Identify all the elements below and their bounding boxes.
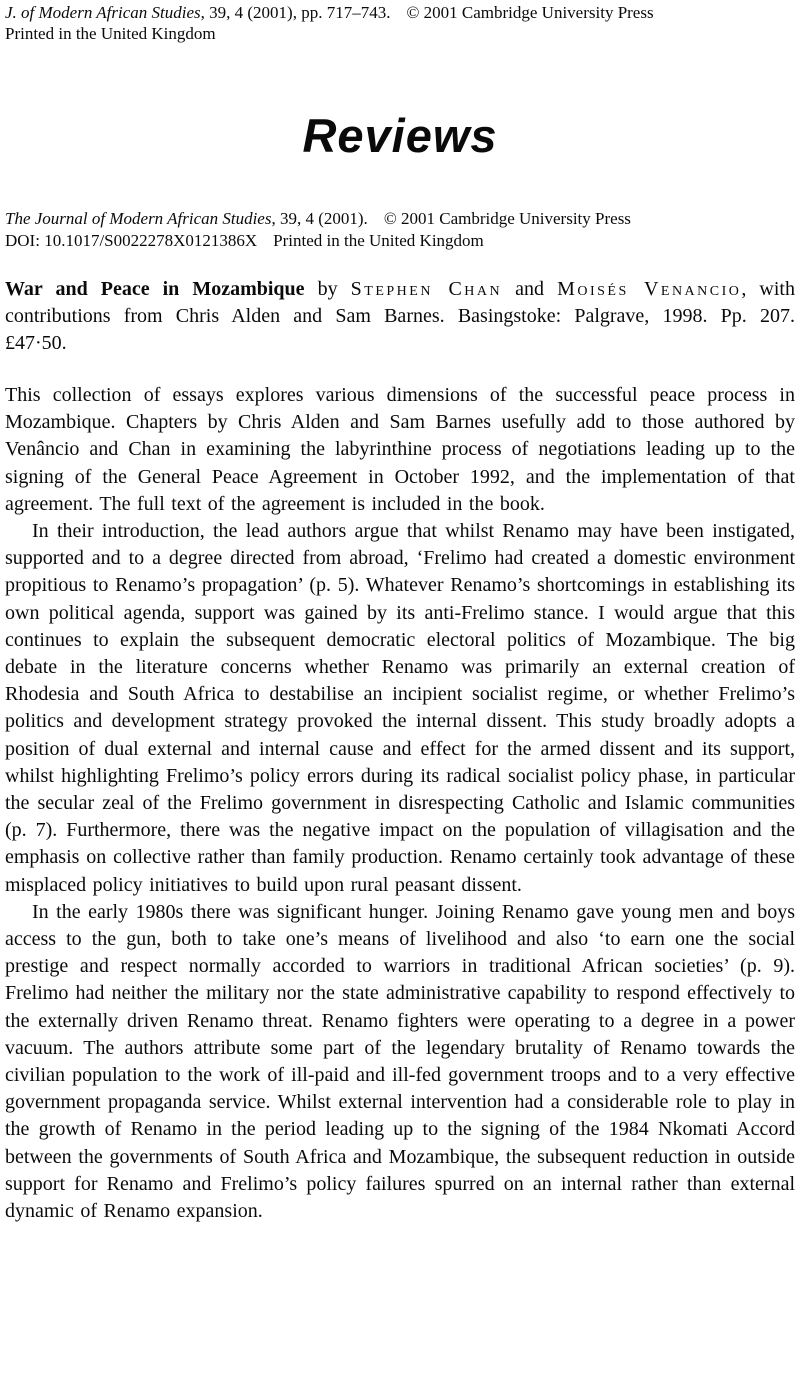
heading-tail: , with contributions from Chris Alden and Sam Barnes. Basingstoke: Palgrave, 1998. Pp. 207. £47·50.	[5, 278, 795, 354]
running-header-issue-info: , 39, 4 (2001), pp. 717–743.	[200, 3, 391, 22]
imprint-doi: DOI: 10.1017/S0022278X0121386X	[5, 231, 258, 250]
author-name-1: Stephen Chan	[350, 278, 503, 300]
heading-by: by	[304, 278, 351, 300]
review-paragraph-1: This collection of essays explores various dimensions of the successful peace process in Mozambique. Chapters by Chris Alden and Sam Barnes usefully add to those authored by Venâncio and Chan in examining the labyrinthine process of negotiations leading up to the signing of the General Peace Agreement in October 1992, and the implementation of that agreement. The full text of the agreement is included in the book.	[5, 384, 795, 515]
heading-conjunction: and	[502, 278, 558, 300]
imprint-line1	[5, 208, 795, 230]
running-header	[5, 2, 795, 44]
review-heading	[5, 276, 795, 357]
section-title: Reviews	[302, 109, 498, 162]
imprint-copyright: © 2001 Cambridge University Press	[383, 209, 631, 228]
imprint-issue-info: , 39, 4 (2001).	[271, 209, 368, 228]
review-paragraph-3: In the early 1980s there was significant hunger. Joining Renamo gave young men and boys access to the gun, both to take one’s means of livelihood and also ‘to earn one the social prestige and respect normally accorded to warriors in traditional African societies’ (p. 9). Frelimo had neither the military nor the state administrative capability to respond effectively to the externally driven Renamo threat. Renamo fighters were operating to a degree in a power vacuum. The authors attribute some part of the legendary brutality of Renamo towards the civilian population to the work of ill-paid and ill-fed government troops and to a very effective government propaganda service. Whilst external intervention had a considerable role to play in the growth of Renamo in the period leading up to the signing of the 1984 Nkomati Accord between the governments of South Africa and Mozambique, the subsequent reduction in outside support for Renamo and Frelimo’s policy failures spurred on an internal rather than external dynamic of Renamo expansion.	[5, 900, 795, 1223]
running-header-line1	[5, 2, 795, 23]
imprint-journal-name: The Journal of Modern African Studies	[5, 209, 272, 228]
imprint-printed-in: Printed in the United Kingdom	[273, 231, 484, 250]
running-header-journal-abbrev: J. of Modern African Studies	[5, 3, 201, 22]
review-paragraph-2: In their introduction, the lead authors argue that whilst Renamo may have been instigated, supported and to a degree directed from abroad, ‘Frelimo had created a domestic environment propitious to Renamo’s propagation’ (p. 5). Whatever Renamo’s shortcomings in establishing its own political agenda, support was gained by its anti-Frelimo stance. I would argue that this continues to explain the subsequent democratic electoral politics of Mozambique. The big debate in the literature concerns whether Renamo was primarily an external creation of Rhodesia and South Africa to destabilise an incipient socialist regime, or whether Frelimo’s politics and development strategy provoked the internal dissent. This study broadly adopts a position of dual external and internal cause and effect for the armed dissent and its support, whilst highlighting Frelimo’s policy errors during its radical socialist policy phase, in particular the secular zeal of the Frelimo government in disrespecting Catholic and Islamic communities (p. 7). Furthermore, there was the negative impact on the population of villagisation and the emphasis on collective rather than family production. Renamo certainly took advantage of these misplaced policy initiatives to build upon rural peasant dissent.	[5, 520, 795, 896]
running-header-printed-in: Printed in the United Kingdom	[5, 24, 216, 43]
author-name-2: Moisés Venancio	[557, 278, 742, 300]
running-header-copyright: © 2001 Cambridge University Press	[406, 3, 654, 22]
imprint-line2	[5, 230, 795, 252]
book-title: War and Peace in Mozambique	[5, 278, 305, 300]
imprint-block	[5, 208, 795, 252]
